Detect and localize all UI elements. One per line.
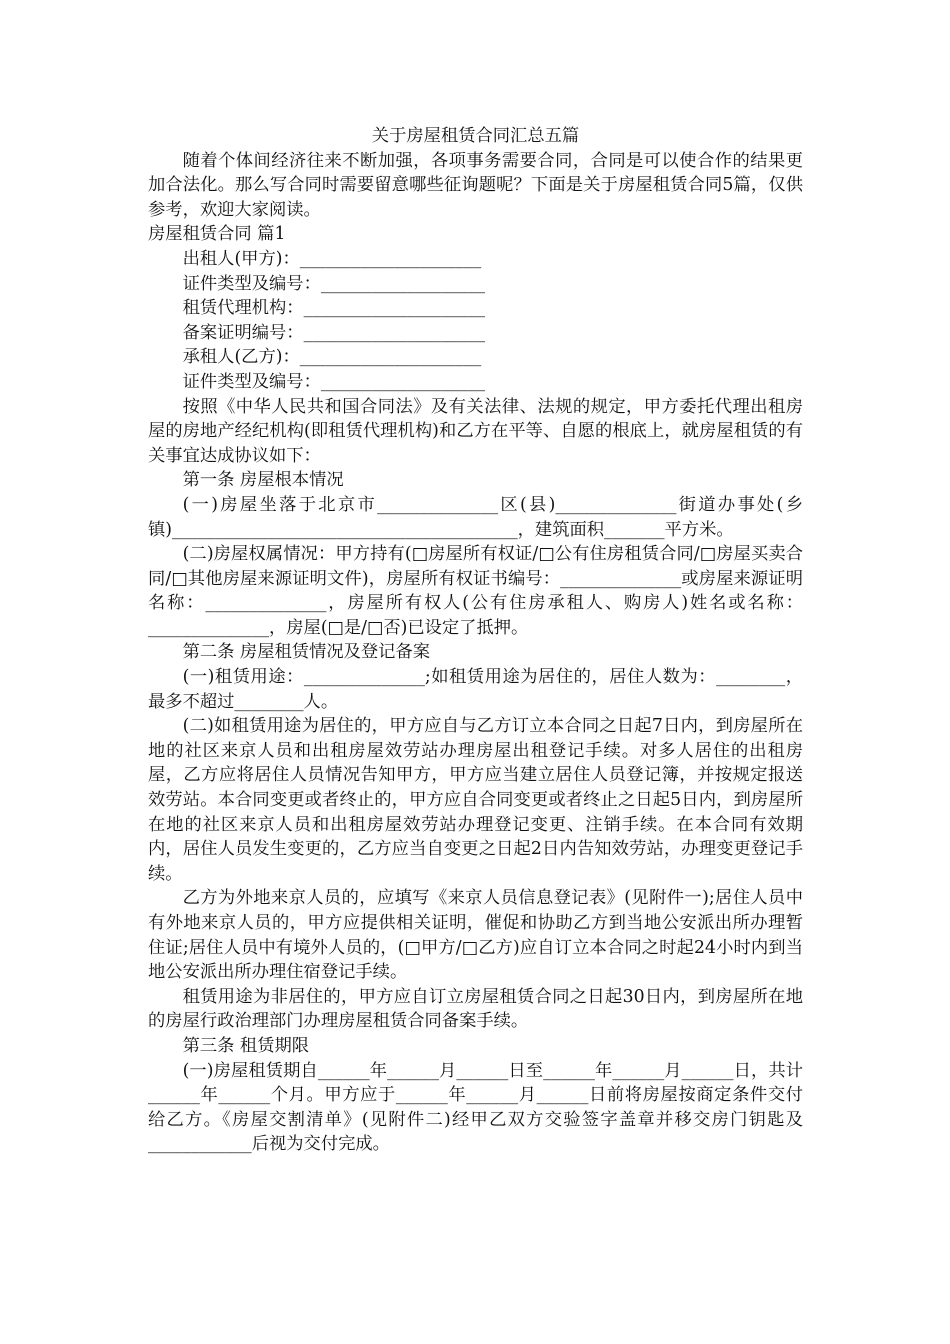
document-page: [148, 124, 803, 1157]
document-body: [148, 149, 803, 1157]
body-paragraph: 第二条 房屋租赁情况及登记备案: [182, 642, 431, 663]
body-paragraph: (一)租赁用途：______________;如租赁用途为居住的，居住人数为：________，最多不超过________人。: [148, 667, 803, 712]
body-paragraph: 证件类型及编号：___________________: [182, 371, 486, 392]
body-paragraph: 乙方为外地来京人员的，应填写《来京人员信息登记表》(见附件一);居住人员中有外地来京人员的，甲方应提供相关证明，催促和协助乙方到当地公安派出所办理暂住证;居住人员中有境外人员的，(□甲方/□乙方)应自订立本合同之时起24小时内到当地公安派出所办理住宿登记手续。: [148, 888, 803, 983]
body-paragraph: 承租人(乙方)：_____________________: [182, 347, 482, 368]
body-paragraph: 出租人(甲方)：_____________________: [182, 248, 482, 269]
document-title: 关于房屋租赁合同汇总五篇: [371, 126, 580, 146]
section-heading: 房屋租赁合同 篇1: [148, 224, 286, 245]
body-paragraph: 按照《中华人民共和国合同法》及有关法律、法规的规定，甲方委托代理出租房屋的房地产经纪机构(即租赁代理机构)和乙方在平等、自愿的根底上，就房屋租赁的有关事宜达成协议如下：: [148, 396, 803, 466]
body-paragraph: 备案证明编号：_____________________: [182, 322, 486, 343]
body-paragraph: (二)如租赁用途为居住的，甲方应自与乙方订立本合同之日起7日内，到房屋所在地的社区来京人员和出租房屋效劳站办理房屋出租登记手续。对多人居住的出租房屋，乙方应将居住人员情况告知甲方，甲方应当建立居住人员登记簿，并按规定报送效劳站。本合同变更或者终止的，甲方应自合同变更或者终止之日起5日内，到房屋所在地的社区来京人员和出租房屋效劳站办理登记变更、注销手续。在本合同有效期内，居住人员发生变更的，乙方应当自变更之日起2日内告知效劳站，办理变更登记手续。: [148, 716, 803, 884]
body-paragraph: (一)房屋租赁期自______年______月______日至______年______月______日，共计______年______个月。甲方应于______年______月______日前将房屋按商定条件交付给乙方。《房屋交割清单》(见附件二)经甲乙双方交验签字盖章并移交房门钥匙及____________后视为交付完成。: [148, 1060, 803, 1155]
body-paragraph: 租赁代理机构：_____________________: [182, 298, 486, 319]
body-paragraph: 证件类型及编号：___________________: [182, 273, 486, 294]
body-paragraph: 第一条 房屋根本情况: [182, 470, 344, 491]
body-paragraph: (一)房屋坐落于北京市______________区(县)______________街道办事处(乡镇)________________________________________，建筑面积_______平方米。: [148, 494, 803, 540]
body-paragraph: 随着个体间经济往来不断加强，各项事务需要合同，合同是可以使合作的结果更加合法化。那么写合同时需要留意哪些征询题呢？下面是关于房屋租赁合同5篇，仅供参考，欢迎大家阅读。: [148, 150, 803, 220]
body-paragraph: 租赁用途为非居住的，甲方应自订立房屋租赁合同之日起30日内，到房屋所在地的房屋行政治理部门办理房屋租赁合同备案手续。: [148, 986, 803, 1032]
body-paragraph: (二)房屋权属情况：甲方持有(□房屋所有权证/□公有住房租赁合同/□房屋买卖合同/□其他房屋来源证明文件)，房屋所有权证书编号：______________或房屋来源证明名称：______________，房屋所有权人(公有住房承租人、购房人)姓名或名称：______________，房屋(□是/□否)已设定了抵押。: [148, 544, 803, 638]
body-paragraph: 第三条 租赁期限: [182, 1035, 310, 1056]
